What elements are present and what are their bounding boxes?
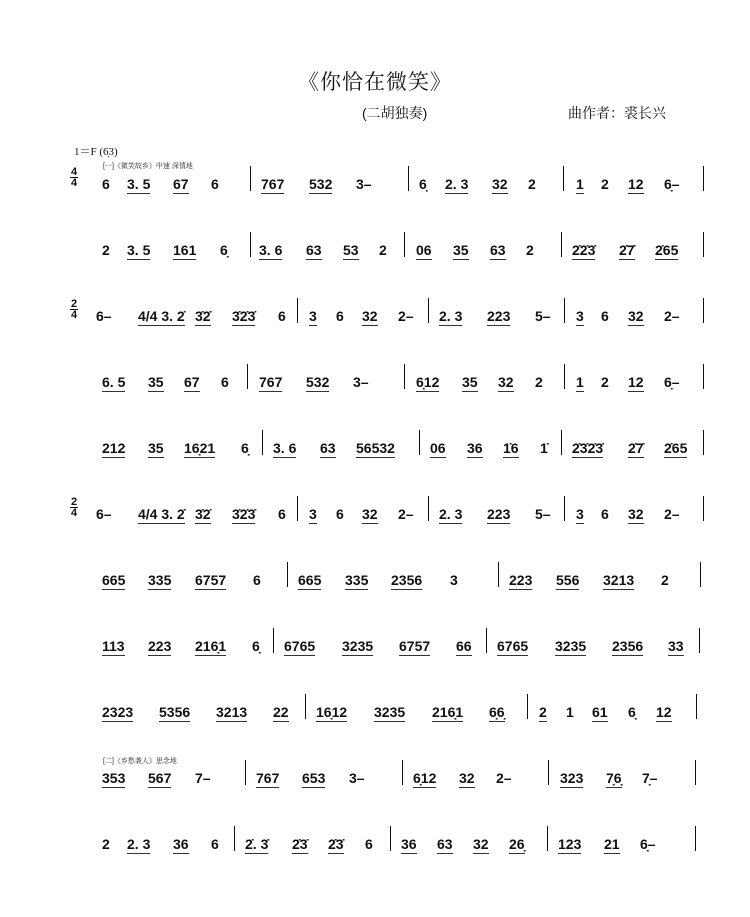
note-group: 2. 3 bbox=[445, 176, 469, 192]
ts-denominator: 4 bbox=[70, 507, 78, 519]
ts-numerator: 2 bbox=[70, 298, 78, 310]
note-group: 216̣1 bbox=[432, 704, 464, 720]
time-signature-4-4 bbox=[70, 167, 78, 188]
note-group: 216̣1 bbox=[195, 638, 227, 654]
barline bbox=[419, 430, 420, 455]
note-group: 2 bbox=[102, 242, 110, 258]
note-group: 53 bbox=[343, 242, 359, 258]
barline bbox=[703, 232, 704, 257]
note-group: 3235 bbox=[374, 704, 406, 720]
note-group: 323 bbox=[560, 770, 584, 786]
note-group: 6– bbox=[96, 506, 112, 522]
note-group: 1̇6 bbox=[503, 440, 519, 456]
note-group: 335 bbox=[345, 572, 369, 588]
barline bbox=[527, 694, 528, 719]
barline bbox=[498, 562, 499, 587]
note-group: 63 bbox=[490, 242, 506, 258]
note-group: 2̇7̇ bbox=[628, 440, 644, 456]
note-group: 6̣– bbox=[664, 374, 680, 390]
note-group: 6̣ bbox=[252, 638, 260, 654]
note-group: 4/4 3. 2̇ bbox=[138, 308, 185, 324]
note-group: 3. 5 bbox=[127, 242, 151, 258]
note-group: 6̣12 bbox=[416, 374, 440, 390]
barline bbox=[297, 496, 298, 521]
note-group: 223 bbox=[487, 506, 511, 522]
note-group: 6 bbox=[102, 176, 110, 192]
note-group: 35 bbox=[148, 440, 164, 456]
note-group: 32 bbox=[459, 770, 475, 786]
note-group: 767 bbox=[261, 176, 285, 192]
note-group: 35 bbox=[462, 374, 478, 390]
note-group: 32 bbox=[362, 308, 378, 324]
note-group: 223 bbox=[487, 308, 511, 324]
note-group: 532 bbox=[309, 176, 333, 192]
barline bbox=[404, 232, 405, 257]
note-group: 7̣6̣ bbox=[606, 770, 622, 786]
note-group: 6765 bbox=[497, 638, 529, 654]
barline bbox=[696, 694, 697, 719]
note-group: 6 bbox=[365, 836, 373, 852]
note-group: 6 bbox=[221, 374, 229, 390]
barline bbox=[699, 628, 700, 653]
note-group: 56532 bbox=[356, 440, 395, 456]
note-group: 665 bbox=[298, 572, 322, 588]
barline bbox=[247, 364, 248, 389]
note-group: 3 bbox=[309, 308, 317, 324]
note-group: 06 bbox=[430, 440, 446, 456]
note-group: 4/4 3. 2̇ bbox=[138, 506, 185, 522]
time-signature-2-4 bbox=[70, 497, 78, 518]
note-group: 7– bbox=[195, 770, 211, 786]
score-line-5 bbox=[0, 440, 750, 470]
note-group: 6̣ bbox=[241, 440, 249, 456]
note-group: 5356 bbox=[159, 704, 191, 720]
note-group: 353 bbox=[102, 770, 126, 786]
note-group: 2 bbox=[526, 242, 534, 258]
note-group: 223 bbox=[148, 638, 172, 654]
note-group: 63 bbox=[437, 836, 453, 852]
note-group: 2 bbox=[535, 374, 543, 390]
note-group: 6765 bbox=[284, 638, 316, 654]
note-group: 3 bbox=[576, 308, 584, 324]
note-group: 3. 6 bbox=[273, 440, 297, 456]
note-group: 26̣ bbox=[509, 836, 525, 852]
note-group: 2̇3̇2̇3̇ bbox=[572, 440, 604, 456]
note-group: 2. 3 bbox=[439, 506, 463, 522]
note-group: 3̇2̇3̇ bbox=[232, 506, 256, 522]
barline bbox=[390, 826, 391, 851]
barline bbox=[561, 430, 562, 455]
note-group: 567 bbox=[148, 770, 172, 786]
note-group: 6– bbox=[96, 308, 112, 324]
score-line-3 bbox=[0, 298, 750, 338]
barline bbox=[404, 364, 405, 389]
note-group: 556 bbox=[556, 572, 580, 588]
note-group: 2̇65 bbox=[655, 242, 679, 258]
note-group: 2 bbox=[528, 176, 536, 192]
note-group: 06 bbox=[416, 242, 432, 258]
note-group: 6 bbox=[601, 506, 609, 522]
note-group: 2– bbox=[398, 308, 414, 324]
note-group: 2 bbox=[539, 704, 547, 720]
note-group: 767 bbox=[256, 770, 280, 786]
note-group: 1̇ bbox=[540, 440, 548, 456]
note-group: 223 bbox=[509, 572, 533, 588]
note-group: 2̇2̇3̇ bbox=[572, 242, 596, 258]
barline bbox=[305, 694, 306, 719]
note-group: 3. 5 bbox=[127, 176, 151, 192]
barline bbox=[561, 232, 562, 257]
barline bbox=[703, 298, 704, 323]
note-group: 12 bbox=[628, 176, 644, 192]
note-group: 6 bbox=[211, 836, 219, 852]
barline bbox=[564, 298, 565, 323]
barline bbox=[547, 826, 548, 851]
note-group: 6 bbox=[336, 308, 344, 324]
note-group: 3213 bbox=[216, 704, 248, 720]
note-group: 2 bbox=[601, 176, 609, 192]
note-group: 335 bbox=[148, 572, 172, 588]
score-title: 《你恰在微笑》 bbox=[298, 71, 452, 94]
note-group: 1 bbox=[576, 374, 584, 390]
note-group: 6̣– bbox=[664, 176, 680, 192]
note-group: 2̇7̇ bbox=[619, 242, 635, 258]
note-group: 6̣ bbox=[220, 242, 228, 258]
note-group: 3 bbox=[450, 572, 458, 588]
barline bbox=[234, 826, 235, 851]
barline bbox=[486, 628, 487, 653]
barline bbox=[564, 496, 565, 521]
note-group: 2– bbox=[398, 506, 414, 522]
note-group: 6̣– bbox=[640, 836, 656, 852]
barline bbox=[703, 166, 704, 191]
ts-denominator: 4 bbox=[70, 177, 78, 189]
note-group: 2 bbox=[661, 572, 669, 588]
note-group: 5– bbox=[535, 506, 551, 522]
barline bbox=[250, 232, 251, 257]
note-group: 6. 5 bbox=[102, 374, 126, 390]
note-group: 2̇3̇ bbox=[328, 836, 344, 852]
note-group: 21 bbox=[604, 836, 620, 852]
note-group: 3– bbox=[349, 770, 365, 786]
score-line-9 bbox=[0, 704, 750, 734]
note-group: 6757 bbox=[399, 638, 431, 654]
note-group: 2̇. 3̇ bbox=[245, 836, 269, 852]
note-group: 6̣ bbox=[419, 176, 427, 192]
note-group: 6 bbox=[253, 572, 261, 588]
note-group: 6 bbox=[278, 506, 286, 522]
note-group: 6 bbox=[211, 176, 219, 192]
note-group: 32 bbox=[498, 374, 514, 390]
note-group: 16̣12 bbox=[316, 704, 348, 720]
note-group: 653 bbox=[302, 770, 326, 786]
note-group: 32 bbox=[492, 176, 508, 192]
note-group: 7̣– bbox=[642, 770, 658, 786]
note-group: 32 bbox=[473, 836, 489, 852]
barline bbox=[548, 760, 549, 785]
note-group: 5– bbox=[535, 308, 551, 324]
note-group: 2 bbox=[379, 242, 387, 258]
note-group: 123 bbox=[558, 836, 582, 852]
score-line-11 bbox=[0, 836, 750, 866]
note-group: 3– bbox=[353, 374, 369, 390]
note-group: 2323 bbox=[102, 704, 134, 720]
barline bbox=[250, 166, 251, 191]
note-group: 63 bbox=[306, 242, 322, 258]
section2-annotation: [二]《乡愁袭人》思念地 bbox=[103, 758, 177, 765]
note-group: 3. 6 bbox=[259, 242, 283, 258]
note-group: 767 bbox=[259, 374, 283, 390]
time-signature-2-4 bbox=[70, 299, 78, 320]
barline bbox=[703, 430, 704, 455]
note-group: 1 bbox=[576, 176, 584, 192]
note-group: 6 bbox=[601, 308, 609, 324]
note-group: 3̇2̇ bbox=[195, 506, 211, 522]
note-group: 6̣6̣ bbox=[489, 704, 505, 720]
note-group: 12 bbox=[628, 374, 644, 390]
note-group: 22 bbox=[273, 704, 289, 720]
note-group: 1 bbox=[566, 704, 574, 720]
note-group: 67 bbox=[173, 176, 189, 192]
barline bbox=[408, 166, 409, 191]
barline bbox=[273, 628, 274, 653]
note-group: 36 bbox=[173, 836, 189, 852]
note-group: 6 bbox=[278, 308, 286, 324]
ts-numerator: 4 bbox=[70, 166, 78, 178]
barline bbox=[703, 364, 704, 389]
barline bbox=[695, 826, 696, 851]
score-line-6 bbox=[0, 496, 750, 536]
barline bbox=[563, 166, 564, 191]
note-group: 3235 bbox=[555, 638, 587, 654]
barline bbox=[297, 298, 298, 323]
note-group: 2356 bbox=[391, 572, 423, 588]
barline bbox=[428, 298, 429, 323]
composer-credit: 曲作者：裘长兴 bbox=[568, 105, 666, 121]
note-group: 67 bbox=[184, 374, 200, 390]
barline bbox=[287, 562, 288, 587]
barline bbox=[428, 496, 429, 521]
note-group: 2– bbox=[664, 506, 680, 522]
note-group: 3– bbox=[356, 176, 372, 192]
note-group: 12 bbox=[656, 704, 672, 720]
note-group: 3 bbox=[309, 506, 317, 522]
note-group: 161 bbox=[173, 242, 197, 258]
note-group: 36 bbox=[401, 836, 417, 852]
note-group: 2. 3 bbox=[439, 308, 463, 324]
note-group: 61 bbox=[592, 704, 608, 720]
note-group: 66 bbox=[456, 638, 472, 654]
note-group: 2. 3 bbox=[127, 836, 151, 852]
note-group: 2̇65 bbox=[664, 440, 688, 456]
note-group: 32 bbox=[628, 308, 644, 324]
key-signature: 1＝F (6̣3) bbox=[74, 146, 118, 158]
note-group: 113 bbox=[102, 638, 125, 654]
barline bbox=[703, 496, 704, 521]
score-subtitle: (二胡独奏) bbox=[362, 105, 428, 121]
note-group: 32 bbox=[628, 506, 644, 522]
note-group: 3̇2̇ bbox=[195, 308, 211, 324]
note-group: 532 bbox=[306, 374, 330, 390]
section1-annotation: [一]《微笑故乡》中速 深情地 bbox=[103, 163, 193, 170]
note-group: 212 bbox=[102, 440, 126, 456]
note-group: 33 bbox=[668, 638, 684, 654]
ts-denominator: 4 bbox=[70, 309, 78, 321]
ts-numerator: 2 bbox=[70, 496, 78, 508]
note-group: 2– bbox=[664, 308, 680, 324]
note-group: 35 bbox=[453, 242, 469, 258]
note-group: 2 bbox=[601, 374, 609, 390]
note-group: 2 bbox=[102, 836, 110, 852]
note-group: 6̣12 bbox=[413, 770, 437, 786]
score-line-7 bbox=[0, 572, 750, 602]
note-group: 665 bbox=[102, 572, 126, 588]
barline bbox=[245, 760, 246, 785]
note-group: 63 bbox=[320, 440, 336, 456]
barline bbox=[695, 760, 696, 785]
score-line-4 bbox=[0, 374, 750, 404]
note-group: 3213 bbox=[603, 572, 635, 588]
score-line-10 bbox=[0, 770, 750, 800]
note-group: 6 bbox=[336, 506, 344, 522]
barline bbox=[564, 364, 565, 389]
note-group: 35 bbox=[148, 374, 164, 390]
note-group: 3 bbox=[576, 506, 584, 522]
note-group: 3̇2̇3̇ bbox=[232, 308, 256, 324]
score-line-2 bbox=[0, 242, 750, 272]
note-group: 6̣ bbox=[628, 704, 636, 720]
barline bbox=[700, 562, 701, 587]
note-group: 3235 bbox=[342, 638, 374, 654]
note-group: 16̣21 bbox=[184, 440, 216, 456]
note-group: 2̇3̇ bbox=[292, 836, 308, 852]
note-group: 2– bbox=[496, 770, 512, 786]
note-group: 2356 bbox=[612, 638, 644, 654]
barline bbox=[262, 430, 263, 455]
score-line-8 bbox=[0, 638, 750, 668]
note-group: 6757 bbox=[195, 572, 227, 588]
note-group: 32 bbox=[362, 506, 378, 522]
barline bbox=[402, 760, 403, 785]
note-group: 36 bbox=[467, 440, 483, 456]
